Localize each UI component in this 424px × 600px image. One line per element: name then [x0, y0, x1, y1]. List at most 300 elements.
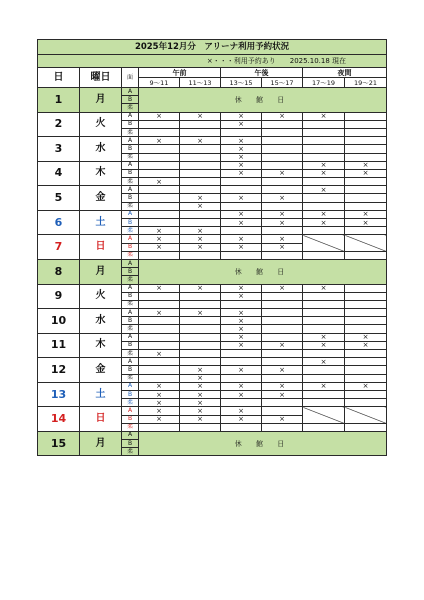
- facility-label: B: [122, 169, 139, 177]
- unavailable-slot: [345, 407, 387, 423]
- slot-cell: [345, 120, 387, 128]
- facility-label: A: [122, 333, 139, 341]
- slot-cell: ×: [180, 243, 221, 251]
- slot-cell: ×: [180, 415, 221, 423]
- day-number: 4: [38, 161, 80, 186]
- weekday-label: 水: [80, 137, 122, 162]
- slot-cell: [262, 137, 303, 145]
- slot-cell: [139, 186, 180, 194]
- slot-cell: ×: [303, 210, 345, 218]
- weekday-label: 金: [80, 358, 122, 383]
- facility-label: 柔: [122, 178, 139, 186]
- facility-label: B: [122, 243, 139, 251]
- slot-cell: ×: [221, 292, 262, 300]
- table-row: [38, 112, 387, 120]
- slot-cell: [139, 366, 180, 374]
- slot-cell: [180, 153, 221, 161]
- unavailable-slot: [303, 235, 345, 251]
- slot-cell: ×: [180, 407, 221, 415]
- facility-label: B: [122, 317, 139, 325]
- band-header-evening: 夜間: [303, 68, 387, 78]
- slot-cell: ×: [345, 169, 387, 177]
- slot-header: 15～17: [262, 78, 303, 88]
- slot-cell: [180, 210, 221, 218]
- slot-cell: [221, 202, 262, 210]
- facility-label: 柔: [122, 300, 139, 308]
- slot-cell: ×: [221, 235, 262, 243]
- slot-cell: ×: [262, 366, 303, 374]
- facility-label: 柔: [122, 374, 139, 382]
- slot-cell: ×: [262, 169, 303, 177]
- slot-cell: [345, 145, 387, 153]
- day-column-header: 日: [38, 68, 80, 88]
- slot-cell: [139, 161, 180, 169]
- table-row: [38, 186, 387, 194]
- slot-cell: [345, 374, 387, 382]
- slot-cell: ×: [303, 333, 345, 341]
- table-row: [38, 407, 387, 415]
- slot-cell: ×: [139, 243, 180, 251]
- slot-cell: ×: [262, 210, 303, 218]
- slot-cell: ×: [180, 382, 221, 390]
- day-number: 5: [38, 186, 80, 211]
- slot-cell: ×: [180, 284, 221, 292]
- slot-cell: [303, 374, 345, 382]
- slot-cell: ×: [139, 178, 180, 186]
- facility-label: 柔: [122, 153, 139, 161]
- weekday-label: 日: [80, 235, 122, 260]
- slot-cell: [180, 317, 221, 325]
- slot-cell: [180, 341, 221, 349]
- slot-cell: ×: [221, 407, 262, 415]
- weekday-label: 水: [80, 309, 122, 334]
- slot-cell: [303, 227, 345, 235]
- slot-cell: [303, 194, 345, 202]
- slot-cell: [303, 120, 345, 128]
- band-header-afternoon: 午後: [221, 68, 303, 78]
- slot-cell: [180, 169, 221, 177]
- slot-cell: [139, 325, 180, 333]
- slot-cell: [262, 399, 303, 407]
- slot-cell: [262, 178, 303, 186]
- slot-cell: [345, 423, 387, 431]
- facility-label: A: [122, 431, 139, 439]
- slot-cell: [345, 112, 387, 120]
- facility-label: A: [122, 284, 139, 292]
- slot-cell: [262, 325, 303, 333]
- facility-label: B: [122, 341, 139, 349]
- slot-cell: ×: [303, 112, 345, 120]
- slot-cell: ×: [139, 235, 180, 243]
- facility-label: A: [122, 407, 139, 415]
- slot-cell: [262, 120, 303, 128]
- facility-label: B: [122, 120, 139, 128]
- weekday-label: 金: [80, 186, 122, 211]
- slot-cell: ×: [180, 227, 221, 235]
- weekday-label: 土: [80, 210, 122, 235]
- slot-cell: [303, 251, 345, 259]
- weekday-label: 土: [80, 382, 122, 407]
- facility-label: 柔: [122, 325, 139, 333]
- slot-cell: ×: [180, 202, 221, 210]
- weekday-label: 火: [80, 284, 122, 309]
- slot-cell: [139, 300, 180, 308]
- slot-cell: [221, 178, 262, 186]
- slot-cell: [221, 186, 262, 194]
- facility-label: B: [122, 292, 139, 300]
- slot-cell: [303, 202, 345, 210]
- facility-label: 柔: [122, 251, 139, 259]
- slot-header: 13～15: [221, 78, 262, 88]
- slot-cell: [303, 423, 345, 431]
- slot-cell: [221, 374, 262, 382]
- slot-cell: [180, 186, 221, 194]
- slot-cell: [345, 390, 387, 398]
- slot-cell: ×: [221, 284, 262, 292]
- slot-cell: [345, 153, 387, 161]
- slot-cell: ×: [262, 235, 303, 243]
- slot-cell: ×: [139, 137, 180, 145]
- slot-cell: [139, 145, 180, 153]
- day-number: 13: [38, 382, 80, 407]
- facility-label: A: [122, 358, 139, 366]
- slot-cell: ×: [221, 169, 262, 177]
- unavailable-slot: [345, 235, 387, 251]
- slot-cell: [262, 292, 303, 300]
- slot-cell: ×: [180, 235, 221, 243]
- slot-cell: [345, 350, 387, 358]
- facility-label: A: [122, 235, 139, 243]
- closed-day-label: 休 館 日: [139, 88, 387, 113]
- facility-label: A: [122, 88, 139, 96]
- slot-cell: [303, 128, 345, 136]
- slot-cell: [303, 399, 345, 407]
- slot-cell: [221, 423, 262, 431]
- slot-cell: [262, 202, 303, 210]
- slot-cell: ×: [262, 284, 303, 292]
- slot-cell: [180, 145, 221, 153]
- facility-label: A: [122, 259, 139, 267]
- slot-cell: [221, 358, 262, 366]
- slot-cell: ×: [139, 390, 180, 398]
- slot-cell: [139, 128, 180, 136]
- slot-cell: ×: [303, 382, 345, 390]
- table-row: [38, 284, 387, 292]
- legend-text: ×・・・利用予約あり 2025.10.18 現在: [38, 55, 387, 68]
- slot-cell: ×: [139, 350, 180, 358]
- weekday-column-header: 曜日: [80, 68, 122, 88]
- slot-cell: ×: [345, 341, 387, 349]
- slot-cell: [180, 325, 221, 333]
- facility-label: A: [122, 137, 139, 145]
- table-row: [38, 358, 387, 366]
- slot-cell: [180, 292, 221, 300]
- facility-label: B: [122, 390, 139, 398]
- slot-cell: [262, 374, 303, 382]
- slot-cell: ×: [303, 358, 345, 366]
- slot-cell: ×: [345, 333, 387, 341]
- facility-label: A: [122, 186, 139, 194]
- slot-cell: [139, 210, 180, 218]
- facility-label: 柔: [122, 128, 139, 136]
- day-number: 7: [38, 235, 80, 260]
- slot-cell: [345, 300, 387, 308]
- slot-cell: ×: [180, 194, 221, 202]
- slot-cell: [139, 423, 180, 431]
- slot-cell: [139, 219, 180, 227]
- slot-cell: [303, 366, 345, 374]
- slot-cell: [303, 153, 345, 161]
- slot-header: 17～19: [303, 78, 345, 88]
- slot-cell: ×: [139, 227, 180, 235]
- slot-cell: [303, 350, 345, 358]
- slot-cell: [345, 358, 387, 366]
- facility-label: B: [122, 194, 139, 202]
- slot-cell: [262, 145, 303, 153]
- slot-cell: [303, 309, 345, 317]
- slot-cell: [180, 358, 221, 366]
- slot-cell: [221, 350, 262, 358]
- slot-cell: [345, 251, 387, 259]
- page-title: 2025年12月分 アリーナ利用予約状況: [38, 40, 387, 55]
- slot-cell: [139, 202, 180, 210]
- slot-cell: [180, 333, 221, 341]
- slot-header: 19～21: [345, 78, 387, 88]
- slot-cell: [180, 161, 221, 169]
- slot-cell: [345, 137, 387, 145]
- slot-cell: ×: [180, 112, 221, 120]
- slot-cell: ×: [303, 284, 345, 292]
- slot-cell: ×: [221, 341, 262, 349]
- slot-cell: ×: [139, 399, 180, 407]
- slot-cell: ×: [139, 407, 180, 415]
- slot-cell: ×: [221, 317, 262, 325]
- facility-column-header: 面: [122, 68, 139, 88]
- weekday-label: 月: [80, 88, 122, 113]
- slot-cell: [345, 325, 387, 333]
- facility-label: 柔: [122, 276, 139, 284]
- slot-cell: ×: [180, 366, 221, 374]
- reservation-table: [37, 39, 387, 456]
- slot-cell: ×: [303, 219, 345, 227]
- slot-cell: [345, 202, 387, 210]
- slot-cell: [345, 292, 387, 300]
- slot-cell: [262, 251, 303, 259]
- slot-cell: [262, 407, 303, 415]
- table-row: [38, 88, 387, 96]
- slot-cell: [180, 350, 221, 358]
- closed-day-label: 休 館 日: [139, 259, 387, 284]
- facility-label: B: [122, 366, 139, 374]
- slot-cell: [262, 309, 303, 317]
- table-row: [38, 382, 387, 390]
- table-row: [38, 333, 387, 341]
- table-row: [38, 161, 387, 169]
- facility-label: A: [122, 210, 139, 218]
- slot-cell: [180, 251, 221, 259]
- slot-cell: [139, 153, 180, 161]
- slot-cell: [139, 292, 180, 300]
- weekday-label: 月: [80, 259, 122, 284]
- slot-cell: ×: [221, 112, 262, 120]
- slot-cell: ×: [139, 309, 180, 317]
- slot-cell: [262, 161, 303, 169]
- slot-header: 9～11: [139, 78, 180, 88]
- slot-cell: [180, 423, 221, 431]
- table-row: [38, 259, 387, 267]
- slot-cell: ×: [221, 194, 262, 202]
- slot-cell: [180, 219, 221, 227]
- slot-cell: [180, 120, 221, 128]
- slot-cell: ×: [139, 284, 180, 292]
- slot-cell: ×: [345, 161, 387, 169]
- slot-cell: [221, 251, 262, 259]
- slot-cell: [303, 300, 345, 308]
- slot-cell: [180, 300, 221, 308]
- slot-cell: [221, 128, 262, 136]
- facility-label: 柔: [122, 202, 139, 210]
- slot-cell: ×: [345, 210, 387, 218]
- slot-cell: [139, 317, 180, 325]
- slot-cell: [345, 128, 387, 136]
- facility-label: B: [122, 268, 139, 276]
- day-number: 8: [38, 259, 80, 284]
- slot-cell: ×: [262, 243, 303, 251]
- day-number: 10: [38, 309, 80, 334]
- slot-cell: ×: [221, 210, 262, 218]
- slot-cell: ×: [221, 325, 262, 333]
- slot-cell: [303, 137, 345, 145]
- slot-cell: [345, 194, 387, 202]
- table-row: [38, 235, 387, 243]
- slot-cell: [262, 128, 303, 136]
- slot-cell: ×: [345, 382, 387, 390]
- day-number: 14: [38, 407, 80, 432]
- facility-label: 柔: [122, 448, 139, 456]
- slot-cell: ×: [180, 399, 221, 407]
- slot-cell: ×: [221, 161, 262, 169]
- slot-cell: [303, 317, 345, 325]
- slot-cell: [139, 341, 180, 349]
- facility-label: 柔: [122, 423, 139, 431]
- slot-cell: [345, 227, 387, 235]
- slot-cell: ×: [262, 194, 303, 202]
- facility-label: 柔: [122, 399, 139, 407]
- slot-cell: ×: [139, 415, 180, 423]
- title-row: [38, 40, 387, 55]
- slot-cell: [262, 350, 303, 358]
- facility-label: 柔: [122, 104, 139, 112]
- table-row: [38, 431, 387, 439]
- day-number: 3: [38, 137, 80, 162]
- weekday-label: 木: [80, 333, 122, 358]
- slot-cell: [345, 317, 387, 325]
- table-row: [38, 137, 387, 145]
- closed-day-label: 休 館 日: [139, 431, 387, 456]
- weekday-label: 火: [80, 112, 122, 137]
- facility-label: A: [122, 112, 139, 120]
- slot-cell: ×: [221, 390, 262, 398]
- day-number: 2: [38, 112, 80, 137]
- slot-cell: [345, 284, 387, 292]
- slot-cell: [139, 358, 180, 366]
- unavailable-slot: [303, 407, 345, 423]
- slot-cell: ×: [139, 112, 180, 120]
- slot-cell: ×: [262, 390, 303, 398]
- table-row: [38, 309, 387, 317]
- slot-cell: ×: [303, 341, 345, 349]
- facility-label: 柔: [122, 350, 139, 358]
- slot-cell: ×: [262, 219, 303, 227]
- band-header-morning: 午前: [139, 68, 221, 78]
- slot-cell: ×: [221, 366, 262, 374]
- facility-label: A: [122, 382, 139, 390]
- slot-cell: [262, 358, 303, 366]
- slot-cell: ×: [262, 415, 303, 423]
- slot-cell: [262, 227, 303, 235]
- slot-cell: ×: [303, 186, 345, 194]
- slot-cell: [139, 120, 180, 128]
- slot-cell: [303, 178, 345, 186]
- facility-label: B: [122, 96, 139, 104]
- slot-cell: [180, 178, 221, 186]
- slot-cell: [180, 128, 221, 136]
- slot-cell: [221, 399, 262, 407]
- weekday-label: 月: [80, 431, 122, 456]
- slot-cell: ×: [262, 112, 303, 120]
- slot-cell: [345, 309, 387, 317]
- slot-cell: ×: [221, 333, 262, 341]
- day-number: 6: [38, 210, 80, 235]
- slot-cell: [139, 333, 180, 341]
- slot-cell: ×: [303, 169, 345, 177]
- slot-cell: ×: [221, 153, 262, 161]
- slot-cell: [345, 178, 387, 186]
- facility-label: B: [122, 145, 139, 153]
- day-number: 11: [38, 333, 80, 358]
- day-number: 15: [38, 431, 80, 456]
- facility-label: B: [122, 440, 139, 448]
- slot-cell: [221, 300, 262, 308]
- slot-cell: ×: [262, 341, 303, 349]
- slot-cell: [303, 145, 345, 153]
- slot-cell: [262, 153, 303, 161]
- slot-cell: [345, 366, 387, 374]
- day-number: 1: [38, 88, 80, 113]
- slot-cell: [303, 292, 345, 300]
- slot-cell: ×: [180, 309, 221, 317]
- slot-cell: [303, 390, 345, 398]
- table-body: [38, 40, 387, 456]
- slot-cell: ×: [221, 309, 262, 317]
- facility-label: A: [122, 161, 139, 169]
- slot-cell: [262, 317, 303, 325]
- day-number: 9: [38, 284, 80, 309]
- slot-cell: ×: [139, 382, 180, 390]
- weekday-label: 日: [80, 407, 122, 432]
- slot-cell: [262, 423, 303, 431]
- weekday-label: 木: [80, 161, 122, 186]
- slot-cell: [221, 227, 262, 235]
- slot-cell: ×: [303, 161, 345, 169]
- slot-cell: [139, 374, 180, 382]
- slot-cell: ×: [221, 243, 262, 251]
- slot-cell: [303, 325, 345, 333]
- slot-cell: ×: [221, 382, 262, 390]
- slot-cell: [139, 169, 180, 177]
- band-header-row: [38, 68, 387, 78]
- slot-cell: [345, 399, 387, 407]
